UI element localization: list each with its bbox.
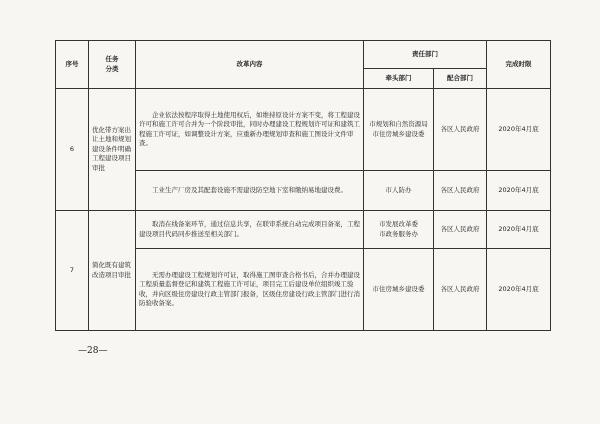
table-row: [56, 89, 551, 171]
coop-dept-cell: 各区人民政府: [434, 89, 487, 171]
header-responsible-dept: 责任部门: [364, 41, 487, 69]
row-category: 简化既有建筑改造项目审批: [89, 211, 136, 331]
header-deadline: 完成时限: [487, 41, 551, 89]
reform-task-table: [55, 40, 551, 331]
table-row: [56, 211, 551, 249]
deadline-cell: 2020年4月底: [487, 89, 551, 171]
header-coop-dept: 配合部门: [434, 69, 487, 89]
header-seq: 序号: [56, 41, 89, 89]
reform-content-cell: 无需办理建设工程规划许可证，取得施工图审查合格书后，合并办理建设工程质量监督登记和建筑工程施工许可证，项目完工后建设单位组织竣工验收，并向区级住房建设行政主管部门报备，区级住房建设行政主管部门进行消防验收备案。: [136, 249, 364, 331]
header-lead-dept: 牵头部门: [364, 69, 434, 89]
coop-dept-cell: 各区人民政府: [434, 171, 487, 211]
coop-dept-cell: 各区人民政府: [434, 211, 487, 249]
lead-dept-cell: 市发展改革委 市政务服务办: [364, 211, 434, 249]
reform-content-cell: 取消在线备案环节，通过信息共享，在联审系统自动完成项目备案，工程建设项目代码同步推送至相关部门。: [136, 211, 364, 249]
deadline-cell: 2020年4月底: [487, 211, 551, 249]
header-task-category: 任务 分类: [89, 41, 136, 89]
lead-dept-cell: 市人防办: [364, 171, 434, 211]
row-seq: 7: [56, 211, 89, 331]
header-row-1: [56, 41, 551, 69]
reform-content-cell: 工业生产厂房及其配套设施不需建设防空地下室和缴纳易地建设费。: [136, 171, 364, 211]
coop-dept-cell: 各区人民政府: [434, 249, 487, 331]
lead-dept-cell: 市住房城乡建设委: [364, 249, 434, 331]
reform-content-cell: 企业依法按程序取得土地使用权后，如维持原设计方案不变，将工程建设许可和施工许可合并为一个阶段审批，同时办理建设工程规划许可证和建筑工程施工许可证，如调整设计方案，应重新办理规划审查和施工图设计文件审查。: [136, 89, 364, 171]
header-reform-content: 改革内容: [136, 41, 364, 89]
deadline-cell: 2020年4月底: [487, 171, 551, 211]
row-category: 优化带方案出让土地和规划建设条件明确工程建设项目审批: [89, 89, 136, 211]
deadline-cell: 2020年4月底: [487, 249, 551, 331]
lead-dept-cell: 市规划和自然资源局 市住房城乡建设委: [364, 89, 434, 171]
row-seq: 6: [56, 89, 89, 211]
page-number: —28—: [78, 346, 108, 356]
